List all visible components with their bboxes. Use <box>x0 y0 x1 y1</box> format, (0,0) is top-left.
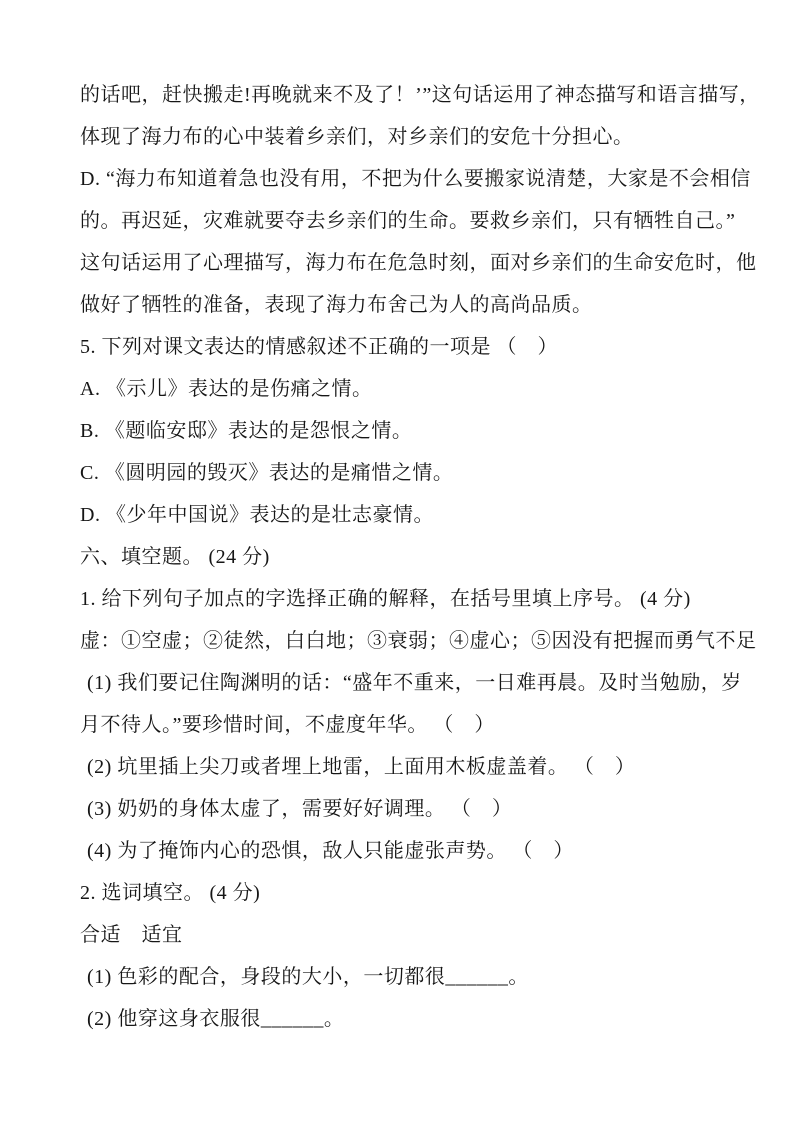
text-line: B. 《题临安邸》表达的是怨恨之情。 <box>80 420 413 442</box>
text-line: (1) 我们要记住陶渊明的话：“盛年不重来，一日难再晨。及时当勉励，岁 <box>87 672 742 694</box>
text-line: (2) 他穿这身衣服很______。 <box>87 1008 345 1030</box>
text-line: 体现了海力布的心中装着乡亲们，对乡亲们的安危十分担心。 <box>80 126 634 148</box>
text-line: 合适 适宜 <box>80 924 183 946</box>
text-line: D. 《少年中国说》表达的是壮志豪情。 <box>80 504 434 526</box>
text-line: A. 《示儿》表达的是伤痛之情。 <box>80 378 373 400</box>
text-line: 这句话运用了心理描写，海力布在危急时刻，面对乡亲们的生命安危时，他 <box>80 252 757 274</box>
text-line: 的话吧，赶快搬走!再晚就来不及了！’”这句话运用了神态描写和语言描写， <box>80 84 760 106</box>
text-line: C. 《圆明园的毁灭》表达的是痛惜之情。 <box>80 462 454 484</box>
text-line: (3) 奶奶的身体太虚了，需要好好调理。 （ ） <box>87 798 513 820</box>
text-line: 虚：①空虚；②徒然，白白地；③衰弱；④虚心；⑤因没有把握而勇气不足 <box>80 630 757 652</box>
text-line: (1) 色彩的配合，身段的大小，一切都很______。 <box>87 966 529 988</box>
text-line: (4) 为了掩饰内心的恐惧，敌人只能虚张声势。 （ ） <box>87 840 574 862</box>
text-line: 2. 选词填空。 (4 分) <box>80 882 261 904</box>
text-line: 的。再迟延，灾难就要夺去乡亲们的生命。要救乡亲们，只有牺牲自己。” <box>80 210 736 232</box>
text-line: 5. 下列对课文表达的情感叙述不正确的一项是 （ ） <box>80 336 558 358</box>
text-line: (2) 坑里插上尖刀或者埋上地雷，上面用木板虚盖着。 （ ） <box>87 756 636 778</box>
text-line: 做好了牺牲的准备，表现了海力布舍己为人的高尚品质。 <box>80 294 593 316</box>
text-line: 六、填空题。 (24 分) <box>80 546 270 568</box>
text-line: 1. 给下列句子加点的字选择正确的解释，在括号里填上序号。 (4 分) <box>80 588 691 610</box>
text-line: 月不待人。”要珍惜时间，不虚度年华。 （ ） <box>80 714 495 736</box>
text-line: D. “海力布知道着急也没有用，不把为什么要搬家说清楚，大家是不会相信 <box>80 168 751 190</box>
